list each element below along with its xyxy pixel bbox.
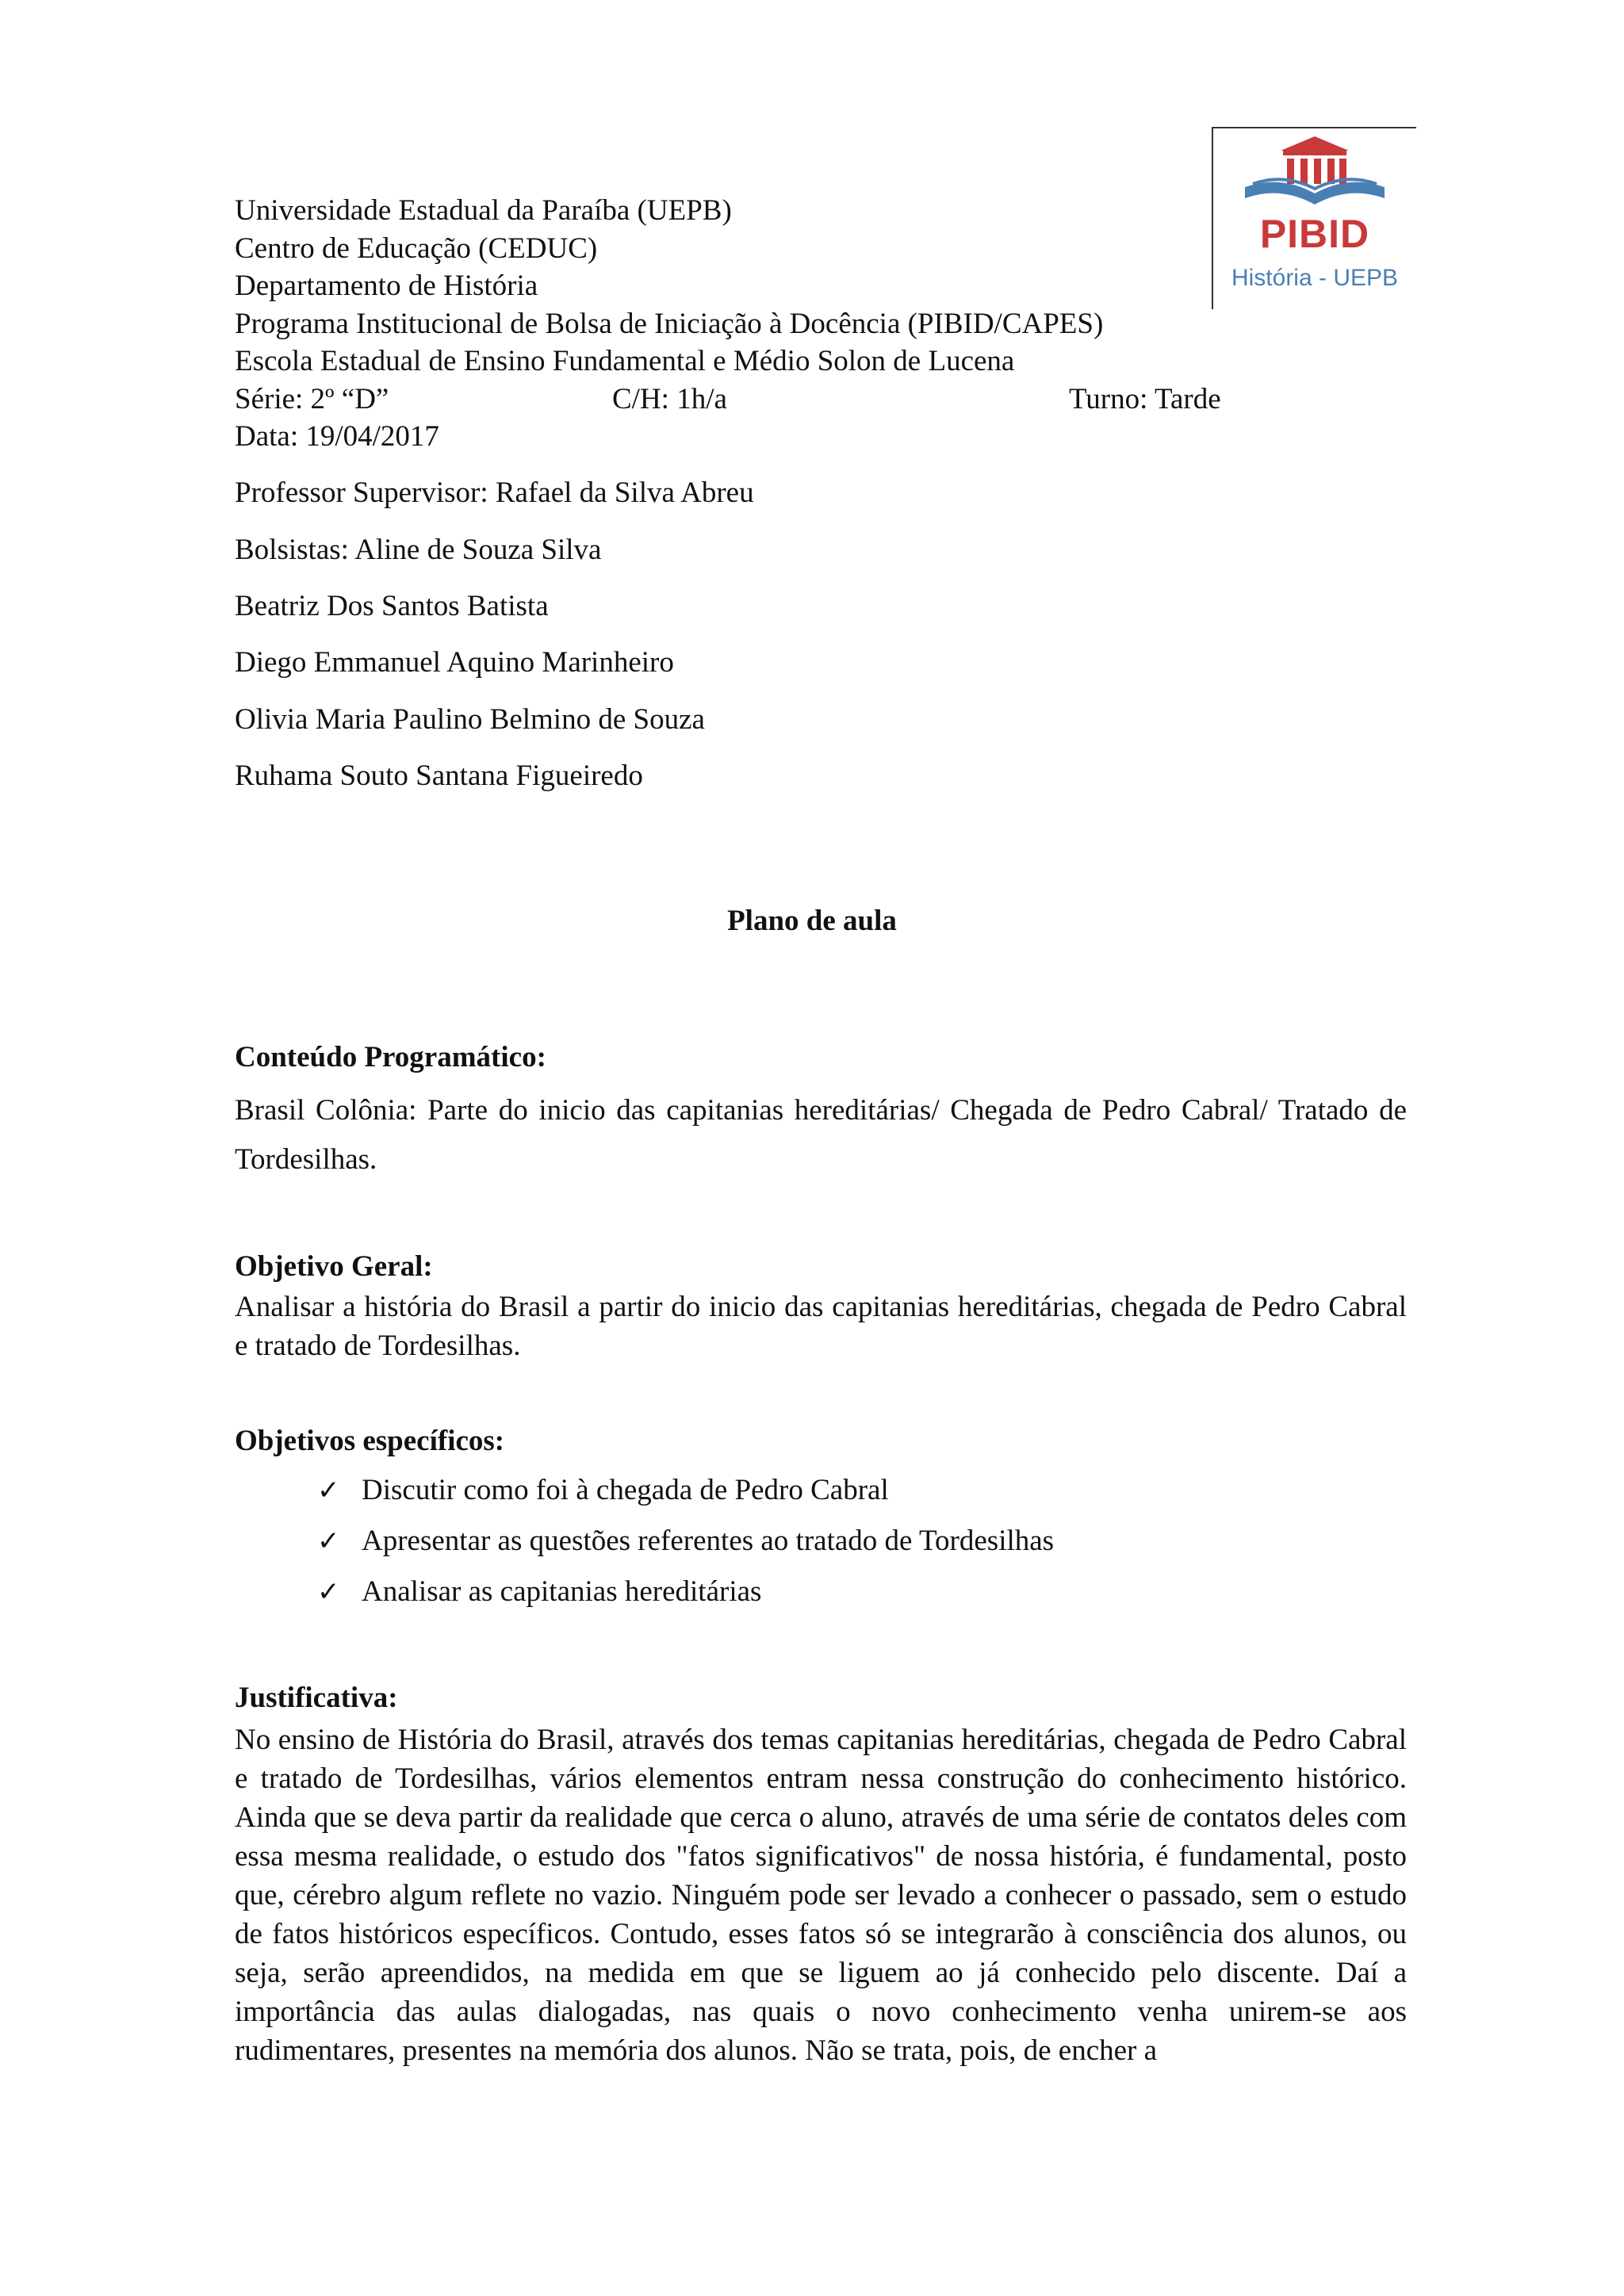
university-line: Universidade Estadual da Paraíba (UEPB) bbox=[235, 194, 732, 227]
class-info-row bbox=[235, 381, 1266, 419]
department-line: Departamento de História bbox=[235, 270, 538, 302]
school-line: Escola Estadual de Ensino Fundamental e Médio Solon de Lucena bbox=[235, 345, 1015, 377]
justificativa-text: No ensino de História do Brasil, através dos temas capitanias hereditárias, chegada de Pedro Cabral e tratado de Tordesilhas, vários elementos entram nessa construção do conhecimento histórico. Ainda que se deva partir da realidade que cerca o aluno, através de uma série de contatos deles com essa mesma realidade, o estudo dos "fatos significativos" de nossa história, é fundamental, posto que, cérebro algum reflete no vazio. Ninguém pode ser levado a conhecer o passado, sem o estudo de fatos históricos específicos. Contudo, esses fatos só se integrarão à consciência dos alunos, ou seja, serão apreendidos, na medida em que se liguem ao já conhecido pelo discente. Daí a importância das aulas dialogadas, nas quais o novo conhecimento venha unirem-se aos rudimentares, presentes na memória dos alunos. Não se trata, pois, de encher a bbox=[235, 1724, 1407, 2067]
header-block bbox=[235, 192, 1266, 456]
list-item: ✓ Discutir como foi à chegada de Pedro Cabral bbox=[317, 1474, 889, 1506]
justificativa-heading: Justificativa: bbox=[235, 1682, 398, 1714]
objetivo-geral-text: Analisar a história do Brasil a partir do inicio das capitanias hereditárias, chegada de Pedro Cabral e tratado de Tordesilhas. bbox=[235, 1291, 1407, 1362]
conteudo-text: Brasil Colônia: Parte do inicio das capitanias hereditárias/ Chegada de Pedro Cabral/ Tratado de Tordesilhas. bbox=[235, 1094, 1407, 1176]
check-icon: ✓ bbox=[317, 1576, 340, 1608]
document-title: Plano de aula bbox=[727, 905, 897, 937]
supervisor-line: Professor Supervisor: Rafael da Silva Abreu bbox=[235, 476, 754, 509]
workload-text: C/H: 1h/a bbox=[612, 382, 727, 415]
bolsista-line: Beatriz Dos Santos Batista bbox=[235, 590, 549, 622]
center-line: Centro de Educação (CEDUC) bbox=[235, 232, 598, 265]
check-icon: ✓ bbox=[317, 1525, 340, 1557]
list-item: ✓ Apresentar as questões referentes ao tratado de Tordesilhas bbox=[317, 1525, 1055, 1557]
serie-text: Série: 2º “D” bbox=[235, 382, 389, 415]
program-line: Programa Institucional de Bolsa de Iniciação à Docência (PIBID/CAPES) bbox=[235, 307, 1104, 340]
shift-text: Turno: Tarde bbox=[1069, 382, 1221, 415]
date-line: Data: 19/04/2017 bbox=[235, 420, 439, 453]
logo-title: PIBID bbox=[1259, 212, 1370, 256]
bolsista-line: Diego Emmanuel Aquino Marinheiro bbox=[235, 646, 674, 679]
objetivos-especificos-heading: Objetivos específicos: bbox=[235, 1425, 505, 1457]
bolsista-line: Ruhama Souto Santana Figueiredo bbox=[235, 760, 643, 792]
check-icon: ✓ bbox=[317, 1475, 340, 1506]
conteudo-heading: Conteúdo Programático: bbox=[235, 1041, 546, 1073]
bolsista-line: Olivia Maria Paulino Belmino de Souza bbox=[235, 703, 705, 736]
list-item: ✓ Analisar as capitanias hereditárias bbox=[317, 1575, 762, 1608]
logo-subtitle: História - UEPB bbox=[1231, 265, 1399, 291]
objetivo-geral-heading: Objetivo Geral: bbox=[235, 1250, 433, 1283]
bolsista-line: Bolsistas: Aline de Souza Silva bbox=[235, 534, 602, 566]
